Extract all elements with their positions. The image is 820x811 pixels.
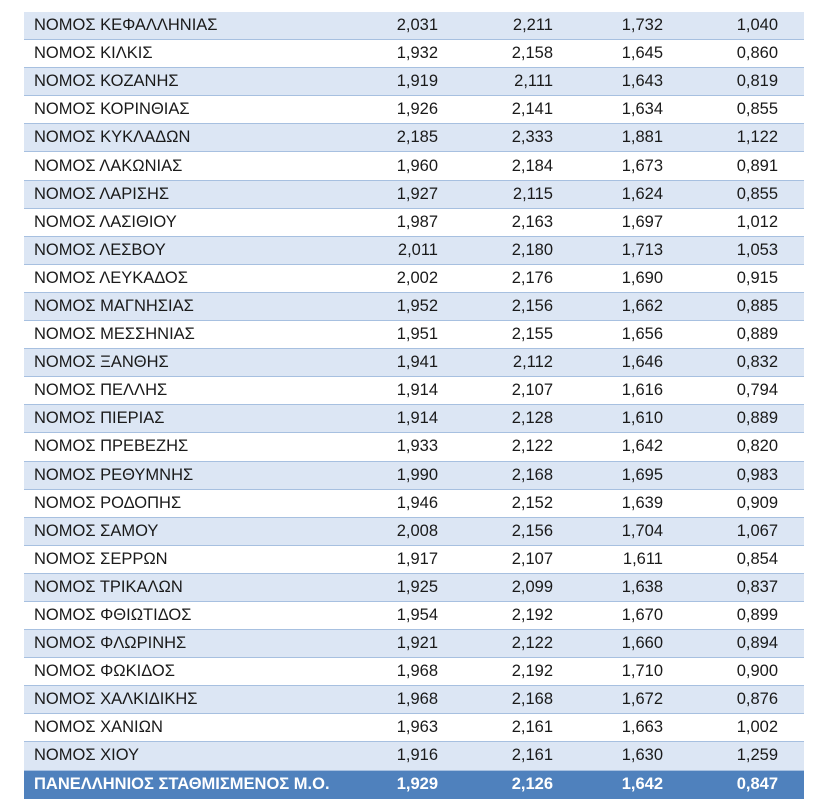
value-cell-1: 1,952 [344,292,464,320]
value-cell-4: 0,909 [689,489,804,517]
value-cell-4: 1,067 [689,517,804,545]
value-cell-2: 2,192 [464,601,579,629]
value-cell-3: 1,616 [579,377,689,405]
value-cell-1: 2,185 [344,124,464,152]
value-cell-4: 0,876 [689,686,804,714]
prefecture-name-cell: ΝΟΜΟΣ ΦΘΙΩΤΙΔΟΣ [24,601,344,629]
value-cell-2: 2,168 [464,461,579,489]
prefecture-name-cell: ΝΟΜΟΣ ΛΑΚΩΝΙΑΣ [24,152,344,180]
value-cell-2: 2,192 [464,658,579,686]
value-cell-1: 1,963 [344,714,464,742]
table-row [24,489,804,517]
table-row [24,517,804,545]
value-cell-4: 0,899 [689,601,804,629]
prefecture-name-cell: ΝΟΜΟΣ ΚΟΖΑΝΗΣ [24,68,344,96]
value-cell-2: 2,099 [464,573,579,601]
value-cell-1: 1,941 [344,349,464,377]
value-cell-1: 2,002 [344,264,464,292]
value-cell-4: 0,837 [689,573,804,601]
value-cell-3: 1,624 [579,180,689,208]
value-cell-1: 1,932 [344,40,464,68]
value-cell-3: 1,704 [579,517,689,545]
value-cell-1: 1,990 [344,461,464,489]
value-cell-3: 1,656 [579,321,689,349]
value-cell-1: 1,916 [344,742,464,770]
value-cell-2: 2,141 [464,96,579,124]
value-cell-2: 2,161 [464,714,579,742]
prefecture-table [24,12,804,799]
table-row [24,40,804,68]
table-body [24,12,804,799]
prefecture-name-cell: ΝΟΜΟΣ ΡΟΔΟΠΗΣ [24,489,344,517]
data-table-container [24,12,804,799]
prefecture-name-cell: ΝΟΜΟΣ ΚΕΦΑΛΛΗΝΙΑΣ [24,12,344,40]
value-cell-1: 1,946 [344,489,464,517]
prefecture-name-cell: ΝΟΜΟΣ ΛΑΡΙΣΗΣ [24,180,344,208]
value-cell-3: 1,732 [579,12,689,40]
table-row [24,377,804,405]
national-average-row [24,770,804,799]
value-cell-3: 1,645 [579,40,689,68]
prefecture-name-cell: ΝΟΜΟΣ ΠΕΛΛΗΣ [24,377,344,405]
table-row [24,658,804,686]
value-cell-4: 1,012 [689,208,804,236]
value-cell-2: 2,112 [464,349,579,377]
total-value-cell-1: 1,929 [344,770,464,799]
table-row [24,714,804,742]
table-row [24,573,804,601]
value-cell-4: 0,889 [689,321,804,349]
value-cell-2: 2,152 [464,489,579,517]
value-cell-4: 0,891 [689,152,804,180]
value-cell-1: 1,919 [344,68,464,96]
value-cell-3: 1,662 [579,292,689,320]
prefecture-name-cell: ΝΟΜΟΣ ΛΑΣΙΘΙΟΥ [24,208,344,236]
prefecture-name-cell: ΝΟΜΟΣ ΠΡΕΒΕΖΗΣ [24,433,344,461]
value-cell-1: 1,968 [344,686,464,714]
value-cell-3: 1,690 [579,264,689,292]
prefecture-name-cell: ΝΟΜΟΣ ΚΥΚΛΑΔΩΝ [24,124,344,152]
value-cell-3: 1,673 [579,152,689,180]
table-row [24,292,804,320]
value-cell-4: 1,040 [689,12,804,40]
prefecture-name-cell: ΝΟΜΟΣ ΠΙΕΡΙΑΣ [24,405,344,433]
value-cell-4: 0,900 [689,658,804,686]
value-cell-3: 1,642 [579,433,689,461]
value-cell-4: 0,983 [689,461,804,489]
table-row [24,124,804,152]
table-row [24,433,804,461]
value-cell-2: 2,176 [464,264,579,292]
table-row [24,264,804,292]
prefecture-name-cell: ΝΟΜΟΣ ΞΑΝΘΗΣ [24,349,344,377]
value-cell-4: 1,053 [689,236,804,264]
value-cell-2: 2,107 [464,377,579,405]
value-cell-4: 0,819 [689,68,804,96]
national-average-label: ΠΑΝΕΛΛΗΝΙΟΣ ΣΤΑΘΜΙΣΜΕΝΟΣ Μ.Ο. [24,770,344,799]
value-cell-1: 1,926 [344,96,464,124]
table-row [24,68,804,96]
value-cell-3: 1,881 [579,124,689,152]
value-cell-3: 1,610 [579,405,689,433]
value-cell-3: 1,611 [579,545,689,573]
value-cell-1: 1,927 [344,180,464,208]
prefecture-name-cell: ΝΟΜΟΣ ΚΟΡΙΝΘΙΑΣ [24,96,344,124]
table-row [24,461,804,489]
value-cell-1: 2,011 [344,236,464,264]
table-row [24,180,804,208]
value-cell-3: 1,634 [579,96,689,124]
value-cell-4: 0,820 [689,433,804,461]
prefecture-name-cell: ΝΟΜΟΣ ΣΕΡΡΩΝ [24,545,344,573]
value-cell-3: 1,660 [579,630,689,658]
value-cell-1: 1,960 [344,152,464,180]
value-cell-3: 1,638 [579,573,689,601]
table-row [24,742,804,770]
table-row [24,12,804,40]
value-cell-2: 2,156 [464,292,579,320]
value-cell-3: 1,646 [579,349,689,377]
value-cell-4: 0,885 [689,292,804,320]
value-cell-3: 1,710 [579,658,689,686]
value-cell-2: 2,163 [464,208,579,236]
prefecture-name-cell: ΝΟΜΟΣ ΣΑΜΟΥ [24,517,344,545]
value-cell-3: 1,713 [579,236,689,264]
value-cell-2: 2,115 [464,180,579,208]
value-cell-4: 0,854 [689,545,804,573]
value-cell-4: 0,889 [689,405,804,433]
value-cell-3: 1,695 [579,461,689,489]
value-cell-2: 2,184 [464,152,579,180]
prefecture-name-cell: ΝΟΜΟΣ ΜΕΣΣΗΝΙΑΣ [24,321,344,349]
value-cell-2: 2,155 [464,321,579,349]
value-cell-2: 2,158 [464,40,579,68]
prefecture-name-cell: ΝΟΜΟΣ ΧΑΝΙΩΝ [24,714,344,742]
value-cell-1: 2,031 [344,12,464,40]
prefecture-name-cell: ΝΟΜΟΣ ΜΑΓΝΗΣΙΑΣ [24,292,344,320]
value-cell-4: 0,855 [689,180,804,208]
value-cell-3: 1,630 [579,742,689,770]
value-cell-2: 2,161 [464,742,579,770]
value-cell-2: 2,111 [464,68,579,96]
value-cell-1: 1,925 [344,573,464,601]
value-cell-3: 1,639 [579,489,689,517]
value-cell-4: 0,894 [689,630,804,658]
table-row [24,686,804,714]
value-cell-4: 0,915 [689,264,804,292]
value-cell-3: 1,672 [579,686,689,714]
value-cell-2: 2,122 [464,433,579,461]
value-cell-4: 0,860 [689,40,804,68]
value-cell-4: 1,002 [689,714,804,742]
value-cell-1: 1,914 [344,377,464,405]
value-cell-2: 2,168 [464,686,579,714]
table-row [24,236,804,264]
table-row [24,208,804,236]
prefecture-name-cell: ΝΟΜΟΣ ΦΛΩΡΙΝΗΣ [24,630,344,658]
value-cell-2: 2,128 [464,405,579,433]
table-row [24,601,804,629]
value-cell-2: 2,333 [464,124,579,152]
total-value-cell-2: 2,126 [464,770,579,799]
table-row [24,152,804,180]
value-cell-1: 1,987 [344,208,464,236]
value-cell-1: 2,008 [344,517,464,545]
value-cell-4: 0,855 [689,96,804,124]
prefecture-name-cell: ΝΟΜΟΣ ΚΙΛΚΙΣ [24,40,344,68]
value-cell-4: 0,794 [689,377,804,405]
value-cell-3: 1,697 [579,208,689,236]
value-cell-1: 1,933 [344,433,464,461]
value-cell-2: 2,156 [464,517,579,545]
value-cell-3: 1,643 [579,68,689,96]
total-value-cell-4: 0,847 [689,770,804,799]
value-cell-1: 1,917 [344,545,464,573]
value-cell-2: 2,211 [464,12,579,40]
prefecture-name-cell: ΝΟΜΟΣ ΤΡΙΚΑΛΩΝ [24,573,344,601]
table-row [24,321,804,349]
prefecture-name-cell: ΝΟΜΟΣ ΧΑΛΚΙΔΙΚΗΣ [24,686,344,714]
prefecture-name-cell: ΝΟΜΟΣ ΡΕΘΥΜΝΗΣ [24,461,344,489]
value-cell-1: 1,914 [344,405,464,433]
prefecture-name-cell: ΝΟΜΟΣ ΦΩΚΙΔΟΣ [24,658,344,686]
prefecture-name-cell: ΝΟΜΟΣ ΧΙΟΥ [24,742,344,770]
value-cell-2: 2,107 [464,545,579,573]
value-cell-4: 1,259 [689,742,804,770]
total-value-cell-3: 1,642 [579,770,689,799]
value-cell-3: 1,663 [579,714,689,742]
value-cell-2: 2,122 [464,630,579,658]
value-cell-4: 1,122 [689,124,804,152]
table-row [24,349,804,377]
table-row [24,96,804,124]
prefecture-name-cell: ΝΟΜΟΣ ΛΕΣΒΟΥ [24,236,344,264]
value-cell-3: 1,670 [579,601,689,629]
value-cell-1: 1,951 [344,321,464,349]
prefecture-name-cell: ΝΟΜΟΣ ΛΕΥΚΑΔΟΣ [24,264,344,292]
value-cell-1: 1,968 [344,658,464,686]
table-row [24,630,804,658]
value-cell-2: 2,180 [464,236,579,264]
value-cell-1: 1,921 [344,630,464,658]
table-row [24,545,804,573]
value-cell-1: 1,954 [344,601,464,629]
table-row [24,405,804,433]
value-cell-4: 0,832 [689,349,804,377]
